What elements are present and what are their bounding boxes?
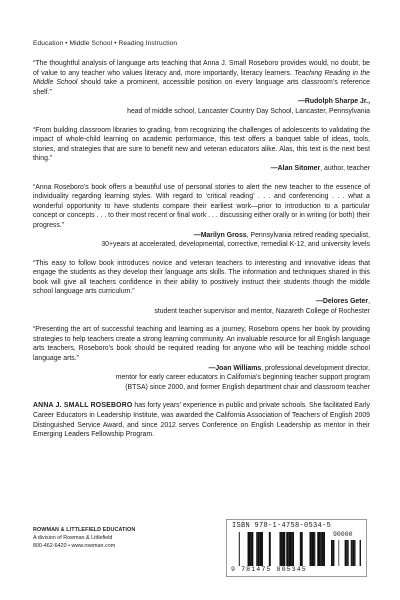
ean-barcode-bars: [233, 532, 325, 566]
blurb-author-title: (BTSA) since 2000, and former English department chair and classroom teacher: [125, 383, 370, 391]
blurb-author: —Joan Williams: [208, 364, 262, 372]
blurb-author-title: student teacher supervisor and mentor, Nazareth College of Rochester: [154, 307, 370, 315]
blurb-author: —Delores Geter: [315, 298, 369, 306]
blurb-sharpe: [33, 59, 370, 117]
blurb-author-title: head of middle school, Lancaster Country Day School, Lancaster, Pennsylvania: [127, 107, 370, 115]
blurb-attribution: [33, 97, 370, 107]
isbn-number: ISBN 978-1-4758-0534-5: [232, 522, 332, 530]
blurb-author-title: mentor for early career educators in California’s beginning teacher support program: [115, 374, 370, 382]
publisher-info: [33, 526, 135, 550]
blurb-text: “Presenting the art of successful teaching and learning as a journey, Roseboro opens her book by providing strategies to help teachers create a strong learning community. An invaluable resource for all English language arts teachers, Roseboro’s book should be required reading for anyone who will be teaching middle school language arts.”: [33, 326, 370, 363]
blurb-williams: [33, 325, 370, 392]
blurb-author-title: 30+years at accelerated, developmental, corrective, remedial K-12, and university levels: [101, 241, 370, 249]
blurb-gross: [33, 183, 370, 250]
blurb-attribution: [33, 164, 370, 174]
blurb-text: “This easy to follow book introduces novice and veteran teachers to interesting and innovative ideas that engage the students as they develop their language arts skills. The information and techniques shared in this book will give all teachers confidence in their ability to positively instruct their students though the middle school language arts curriculum.”: [33, 259, 370, 296]
blurb-attribution: [33, 364, 370, 374]
isbn-barcode: [226, 519, 367, 577]
blurb-author: —Marilyn Gross: [193, 231, 247, 239]
blurb-geter: [33, 259, 370, 317]
blurb-author: —Alan Sitomer: [270, 164, 321, 172]
price-code: 90000: [333, 531, 353, 538]
blurb-author-title: , author, teacher: [320, 164, 370, 172]
blurb-author-title: ,: [368, 298, 370, 306]
blurb-sitomer: [33, 126, 370, 174]
book-title-reference: Teaching Reading in the Middle School: [33, 69, 370, 87]
blurb-text: [33, 59, 370, 97]
ean-digits: 9 781475 805345: [231, 566, 307, 573]
blurb-text-part: should take a prominent, accessible position on every language arts classroom’s reference shelf.”: [33, 79, 370, 96]
blurb-author-title: , Pennsylvania retired reading specialist,: [246, 231, 370, 239]
author-bio: [33, 401, 370, 439]
publisher-name: ROWMAN & LITTLEFIELD EDUCATION: [33, 527, 136, 533]
blurb-author-title: , professional development director,: [261, 364, 370, 372]
blurb-author: —Rudolph Sharpe Jr.,: [298, 98, 370, 106]
addon-barcode-bars: [331, 540, 363, 566]
publisher-contact: 800-462-6420 • www.rowman.com: [33, 543, 116, 549]
category-line: Education • Middle School • Reading Instruction: [33, 40, 178, 47]
blurb-text: “Anna Roseboro’s book offers a beautiful use of personal stories to alert the new teacher to the essence of individuality regarding learning styles. With regard to ‘critical reading’ . . . and conferencing . . . what a wonderful opportunity to have students compare their earliest work—prior to introduction to a particular concept or concepts . . . to their most recent or final work . . . discussing either orally or in writing (or both) their progress.”: [33, 183, 370, 229]
publisher-division: A division of Rowman & Littlefield: [33, 535, 113, 541]
author-bio-text: has forty years’ experience in public and private schools. She facilitated Early Career Educators in Leadership Institute, was awarded the California Association of Teachers of English 2009 Distinguished Service Award, and since 2012 serves Conference on English Leadership as mentor in their Emerging Leaders Fellowship Program.: [33, 402, 370, 439]
blurb-text: “From building classroom libraries to grading, from recognizing the challenges of adolescents to validating the impact of whole-child learning on academic performance, this text offers a banquet table of ideas, tools, stories, and strategies that are sure to benefit new and veteran educators alike. Alas, this text is the next best thing.”: [33, 126, 370, 163]
author-name: ANNA J. SMALL ROSEBORO: [33, 402, 133, 410]
blurb-text-part: “The thoughtful analysis of language arts teaching that Anna J. Small Roseboro provides would, no doubt, be of value to any teacher who values literacy and, more importantly, literacy learners.: [33, 60, 370, 77]
blurb-attribution: [33, 297, 370, 307]
blurb-attribution: [33, 231, 370, 241]
